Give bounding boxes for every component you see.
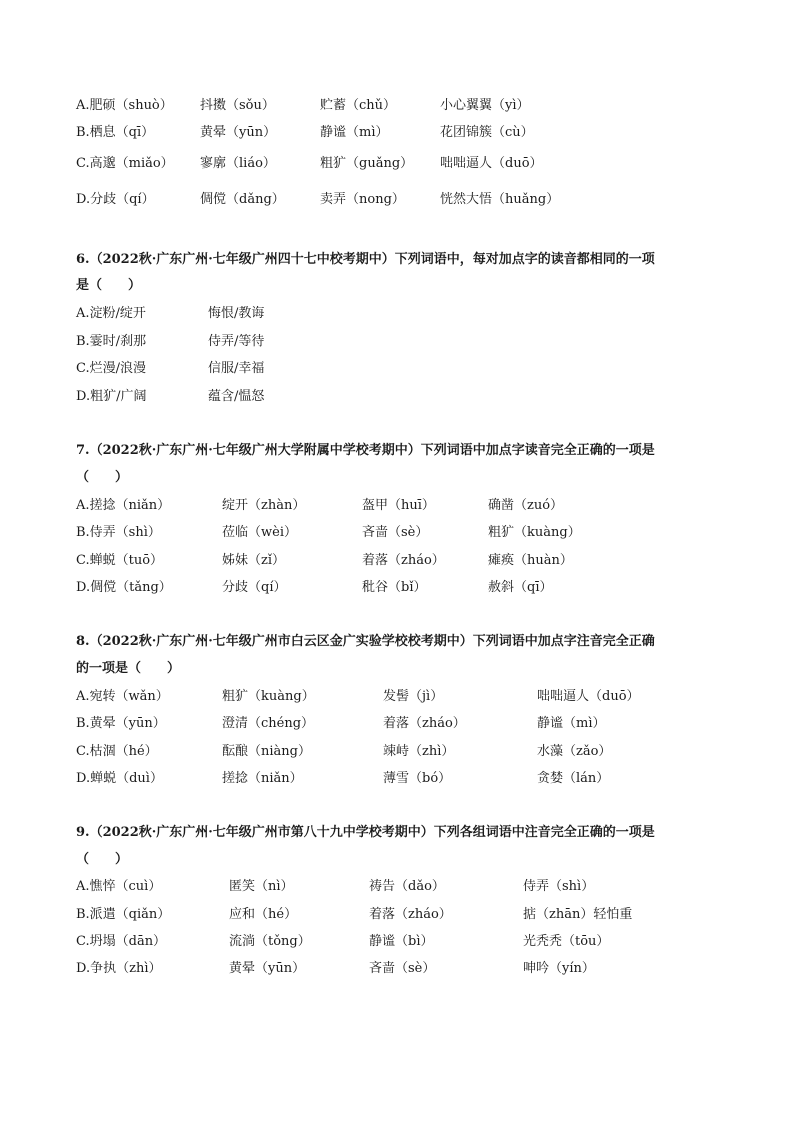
q7-option-b-4: 粗犷（kuàng）: [488, 525, 581, 540]
q5-option-c-1: C.高邈（miǎo）: [76, 156, 174, 171]
q8-option-c-4: 水藻（zǎo）: [537, 744, 612, 759]
q7-option-a-4: 确凿（zuó）: [488, 498, 564, 513]
q8-stem-line1: 8.（2022秋·广东广州·七年级广州市白云区金广实验学校校考期中）下列词语中加点字注音完全正确: [76, 634, 655, 649]
q9-option-d-4: 呻吟（yín）: [523, 961, 595, 976]
q6-stem-line2: 是（ ）: [76, 278, 142, 293]
q5-option-c-2: 寥廓（liáo）: [200, 156, 276, 171]
q6-option-a-2: 悔恨/教诲: [208, 306, 265, 321]
q5-option-a-2: 抖擞（sǒu）: [200, 98, 275, 113]
q9-option-b-2: 应和（hé）: [229, 907, 298, 922]
q8-option-a-3: 发髻（jì）: [383, 689, 444, 704]
q9-option-c-1: C.坍塌（dān）: [76, 934, 167, 949]
q6-option-b-1: B.霎时/刹那: [76, 334, 147, 349]
q7-option-b-2: 莅临（wèi）: [222, 525, 297, 540]
q5-option-b-1: B.栖息（qī）: [76, 125, 155, 140]
q8-option-a-2: 粗犷（kuàng）: [222, 689, 315, 704]
q6-option-a-1: A.淀粉/绽开: [76, 306, 146, 321]
q9-option-c-2: 流淌（tǒng）: [229, 934, 311, 949]
q7-option-d-4: 赦斜（qī）: [488, 580, 553, 595]
q5-option-c-4: 咄咄逼人（duō）: [440, 156, 543, 171]
q9-option-d-1: D.争执（zhì）: [76, 961, 162, 976]
q9-option-d-3: 吝啬（sè）: [369, 961, 436, 976]
q8-option-b-2: 澄清（chéng）: [222, 716, 315, 731]
q5-option-c-3: 粗犷（guǎng）: [320, 156, 414, 171]
q7-option-b-1: B.侍弄（shì）: [76, 525, 161, 540]
q8-option-b-1: B.黄晕（yūn）: [76, 716, 166, 731]
q7-option-c-4: 瘫痪（huàn）: [488, 553, 573, 568]
q8-stem-line2: 的一项是（ ）: [76, 661, 181, 676]
q7-option-c-1: C.蝉蜕（tuō）: [76, 553, 164, 568]
q5-option-d-2: 倜傥（dǎng）: [200, 192, 285, 207]
q8-option-d-3: 薄雪（bó）: [383, 771, 452, 786]
q9-option-a-4: 侍弄（shì）: [523, 879, 595, 894]
q7-option-b-3: 吝啬（sè）: [362, 525, 429, 540]
q5-option-b-3: 静谧（mì）: [320, 125, 389, 140]
q6-stem-line1: 6.（2022秋·广东广州·七年级广州四十七中校考期中）下列词语中，每对加点字的读音都相同的一项: [76, 252, 655, 267]
q9-option-b-4: 掂（zhān）轻怕重: [523, 907, 633, 922]
q7-stem-line2: （ ）: [76, 470, 129, 485]
q9-option-d-2: 黄晕（yūn）: [229, 961, 306, 976]
q9-stem-line1: 9.（2022秋·广东广州·七年级广州市第八十九中学校考期中）下列各组词语中注音完全正确的一项是: [76, 825, 655, 840]
q8-option-d-2: 搓捻（niǎn）: [222, 771, 303, 786]
q8-option-b-4: 静谧（mì）: [537, 716, 606, 731]
q8-option-a-4: 咄咄逼人（duō）: [537, 689, 640, 704]
q7-option-d-2: 分歧（qí）: [222, 580, 287, 595]
q9-option-c-4: 光秃秃（tōu）: [523, 934, 610, 949]
q7-option-d-1: D.倜傥（tǎng）: [76, 580, 172, 595]
q8-option-c-1: C.枯涸（hé）: [76, 744, 158, 759]
q7-option-a-2: 绽开（zhàn）: [222, 498, 306, 513]
q9-option-a-1: A.憔悴（cuì）: [76, 879, 162, 894]
q8-option-b-3: 着落（zháo）: [383, 716, 466, 731]
q7-option-c-3: 着落（zháo）: [362, 553, 445, 568]
q5-option-d-1: D.分歧（qí）: [76, 192, 155, 207]
q6-option-c-2: 信服/幸福: [208, 361, 265, 376]
q5-option-b-2: 黄晕（yūn）: [200, 125, 277, 140]
q8-option-d-1: D.蝉蜕（duì）: [76, 771, 163, 786]
q7-option-a-1: A.搓捻（niǎn）: [76, 498, 171, 513]
q9-option-a-3: 祷告（dǎo）: [369, 879, 445, 894]
q5-option-a-4: 小心翼翼（yì）: [440, 98, 530, 113]
q6-option-d-1: D.粗犷/广阔: [76, 389, 147, 404]
q5-option-b-4: 花团锦簇（cù）: [440, 125, 534, 140]
q9-option-a-2: 匿笑（nì）: [229, 879, 294, 894]
q6-option-d-2: 蕴含/愠怒: [208, 389, 265, 404]
q8-option-a-1: A.宛转（wǎn）: [76, 689, 169, 704]
q6-option-c-1: C.烂漫/浪漫: [76, 361, 146, 376]
q6-option-b-2: 侍弄/等待: [208, 334, 265, 349]
q8-option-c-3: 竦峙（zhì）: [383, 744, 455, 759]
q9-stem-line2: （ ）: [76, 852, 129, 867]
q7-stem-line1: 7.（2022秋·广东广州·七年级广州大学附属中学校考期中）下列词语中加点字读音完全正确的一项是: [76, 443, 655, 458]
q8-option-c-2: 酝酿（niàng）: [222, 744, 311, 759]
q9-option-c-3: 静谧（bì）: [369, 934, 434, 949]
q5-option-a-1: A.肥硕（shuò）: [76, 98, 173, 113]
q5-option-a-3: 贮蓄（chǔ）: [320, 98, 397, 113]
q5-option-d-4: 恍然大悟（huǎng）: [440, 192, 560, 207]
q9-option-b-3: 着落（zháo）: [369, 907, 452, 922]
q5-option-d-3: 卖弄（nong）: [320, 192, 405, 207]
q7-option-a-3: 盔甲（huī）: [362, 498, 435, 513]
q7-option-c-2: 姊妹（zǐ）: [222, 553, 286, 568]
q7-option-d-3: 秕谷（bǐ）: [362, 580, 427, 595]
q9-option-b-1: B.派遣（qiǎn）: [76, 907, 171, 922]
q8-option-d-4: 贪婪（lán）: [537, 771, 610, 786]
